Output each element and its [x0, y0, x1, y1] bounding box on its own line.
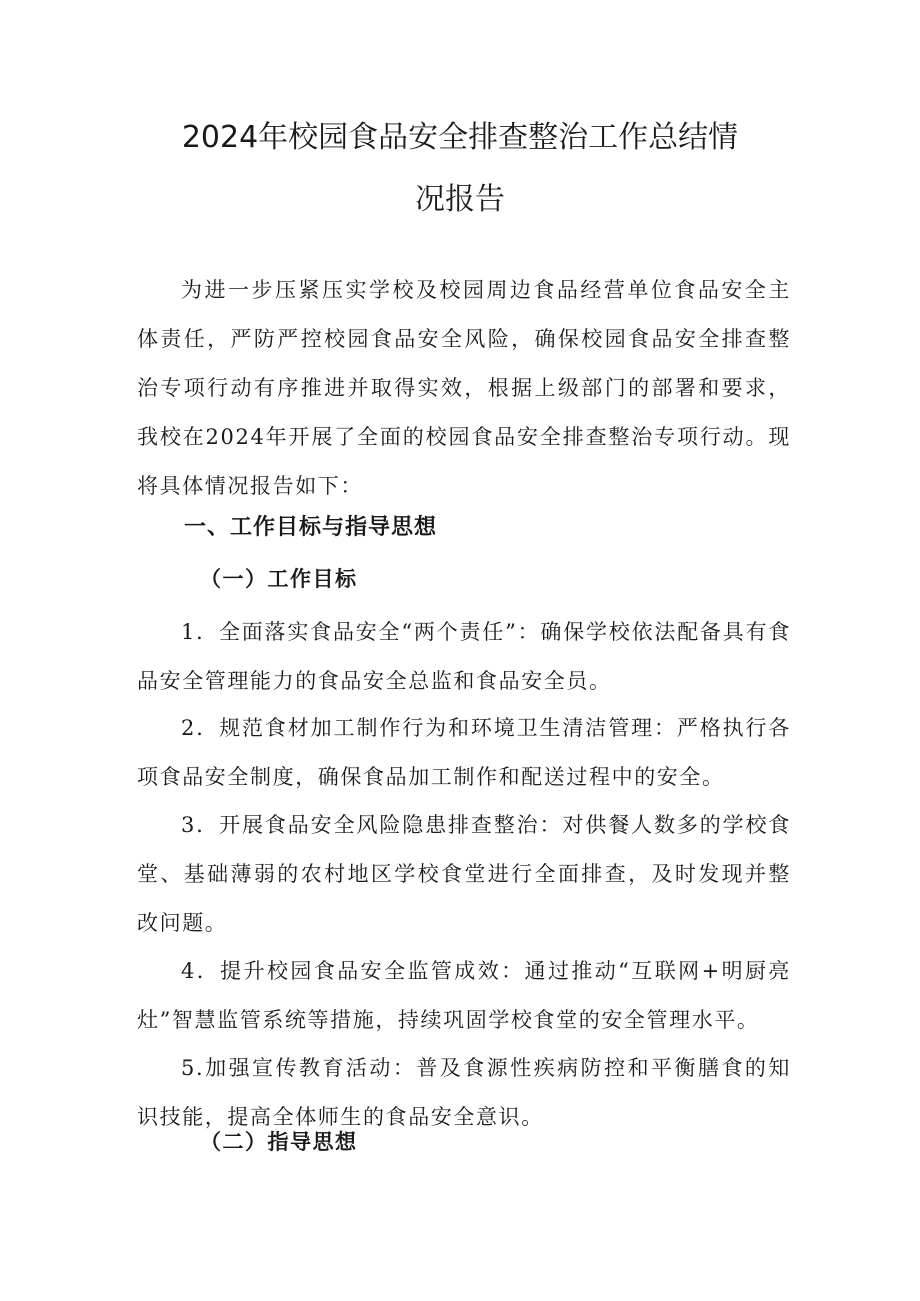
goal-item-5: 5.加强宣传教育活动：普及食源性疾病防控和平衡膳食的知识技能，提高全体师生的食品安全意识。 — [137, 1056, 791, 1129]
document-title-line-1: 2024年校园食品安全排查整治工作总结情 — [181, 120, 739, 155]
document-title-line-2: 况报告 — [415, 182, 505, 217]
goal-item-1: 1．全面落实食品安全“两个责任”：确保学校依法配备具有食品安全管理能力的食品安全总监和食品安全员。 — [137, 620, 791, 693]
subsection-1-heading: （一）工作目标 — [200, 566, 358, 591]
goal-item-2: 2．规范食材加工制作行为和环境卫生清洁管理：严格执行各项食品安全制度，确保食品加工制作和配送过程中的安全。 — [137, 716, 791, 789]
subsection-2-heading: （二）指导思想 — [200, 1129, 358, 1154]
goal-item-3: 3．开展食品安全风险隐患排查整治：对供餐人数多的学校食堂、基础薄弱的农村地区学校食堂进行全面排查，及时发现并整改问题。 — [137, 813, 791, 935]
goal-item-4: 4．提升校园食品安全监管成效：通过推动“互联网+明厨亮灶”智慧监管系统等措施，持续巩固学校食堂的安全管理水平。 — [137, 959, 791, 1032]
section-1-heading: 一、工作目标与指导思想 — [184, 515, 438, 540]
intro-paragraph: 为进一步压紧压实学校及校园周边食品经营单位食品安全主体责任，严防严控校园食品安全风险，确保校园食品安全排查整治专项行动有序推进并取得实效，根据上级部门的部署和要求，我校在2024年开展了全面的校园食品安全排查整治专项行动。现将具体情况报告如下： — [137, 278, 791, 498]
